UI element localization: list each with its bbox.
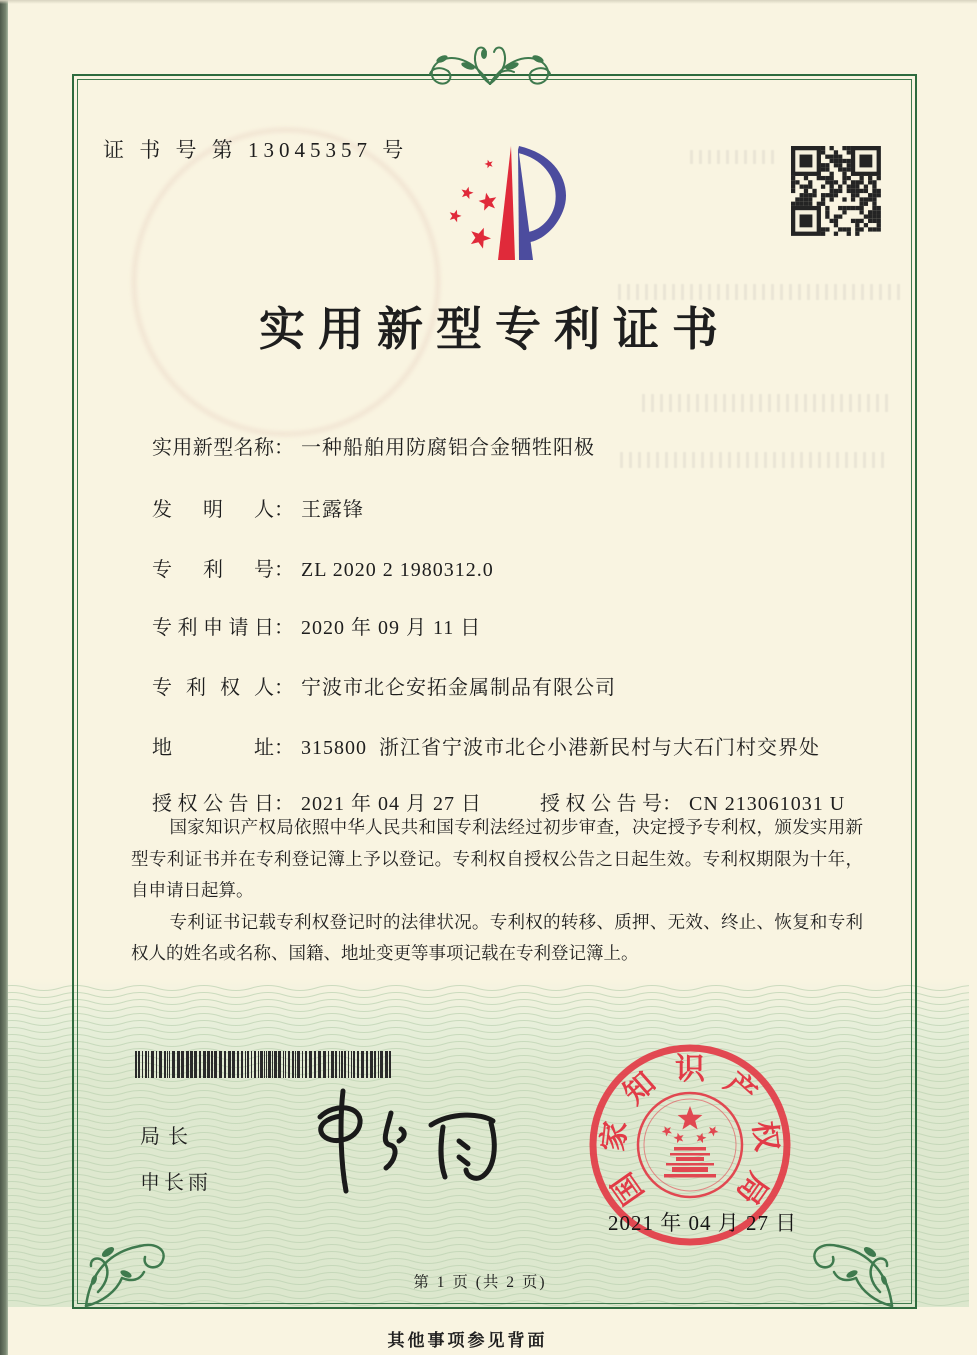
grant-date: 2021 年 04 月 27 日 [301,793,482,815]
logo-stars [450,160,497,249]
certificate-title: 实用新型专利证书 [259,304,731,355]
field-value: 宁波市北仑安拓金属制品有限公司 [301,677,616,699]
field-value: 315800 浙江省宁波市北仑小港新民村与大石门村交界处 [301,737,820,759]
field-value: 王露锋 [301,499,364,521]
field-value: 一种船舶用防腐铝合金牺牲阳极 [301,437,595,459]
field-label: 授权公告号 [540,793,662,815]
field-value: 2020 年 09 月 11 日 [301,617,482,639]
field-label: 发明人 [152,499,274,521]
svg-text:产: 产 [718,1066,763,1111]
signer-title: 局长 [140,1126,196,1148]
legal-paragraph: 国家知识产权局依照中华人民共和国专利法经过初步审查，决定授予专利权，颁发实用新型专利证书并在专利登记簿上予以登记。专利权自授权公告之日起生效。专利权期限为十年，自申请日起算。 [131,817,863,900]
field-label: 实用新型名称 [152,437,274,459]
svg-text:权: 权 [746,1119,784,1154]
field-label: 授权公告日 [152,793,274,815]
legal-text [131,812,863,970]
field-row-grant: 授权公告日： 2021 年 04 月 27 日 授权公告号： CN 213061031 U [132,764,845,839]
commissioner-signature [283,1085,518,1205]
svg-text:家: 家 [596,1119,634,1154]
field-label: 专利申请日 [152,617,274,639]
field-label: 地址 [152,737,274,759]
field-label: 专利号 [152,559,274,581]
signer-name: 申长雨 [140,1172,212,1194]
field-label: 专利权人 [152,677,274,699]
field-row-patent-number: 专利号： ZL 2020 2 1980312.0 [132,530,494,605]
booklet-spine-edge [0,0,8,1355]
cnipa-logo-icon [420,134,570,279]
qr-code [791,146,881,241]
bottom-left-corner-ornament-icon [78,1222,183,1310]
field-value: ZL 2020 2 1980312.0 [301,559,494,581]
back-note: 其他事项参见背面 [387,1331,548,1350]
field-row-filing-date: 专利申请日： 2020 年 09 月 11 日 [132,588,481,663]
svg-text:知: 知 [617,1066,662,1111]
legal-paragraph: 专利证书记载专利权登记时的法律状况。专利权的转移、质押、无效、终止、恢复和专利权人的姓名或名称、国籍、地址变更等事项记载在专利登记簿上。 [131,911,863,963]
field-row-utility-model-name: 实用新型名称： 一种船舶用防腐铝合金牺牲阳极 [132,408,595,483]
barcode [135,1051,393,1083]
certificate-number: 证 书 号 第 13045357 号 [103,138,409,162]
svg-text:识: 识 [675,1052,705,1086]
page-indicator: 第 1 页 (共 2 页) [413,1274,547,1291]
top-flourish-ornament-icon [410,42,570,100]
grant-number: CN 213061031 U [689,793,846,815]
national-emblem-icon [638,1093,742,1197]
svg-text:局: 局 [729,1166,775,1211]
scan-edge-shadow [0,0,977,4]
seal-date: 2021 年 04 月 27 日 [608,1211,798,1235]
field-row-inventor: 发明人： 王露锋 [132,470,364,545]
field-row-patentee: 专利权人： 宁波市北仑安拓金属制品有限公司 [132,648,616,723]
svg-text:国: 国 [605,1166,651,1211]
field-row-address: 地址： 315800 浙江省宁波市北仑小港新民村与大石门村交界处 [132,708,820,783]
